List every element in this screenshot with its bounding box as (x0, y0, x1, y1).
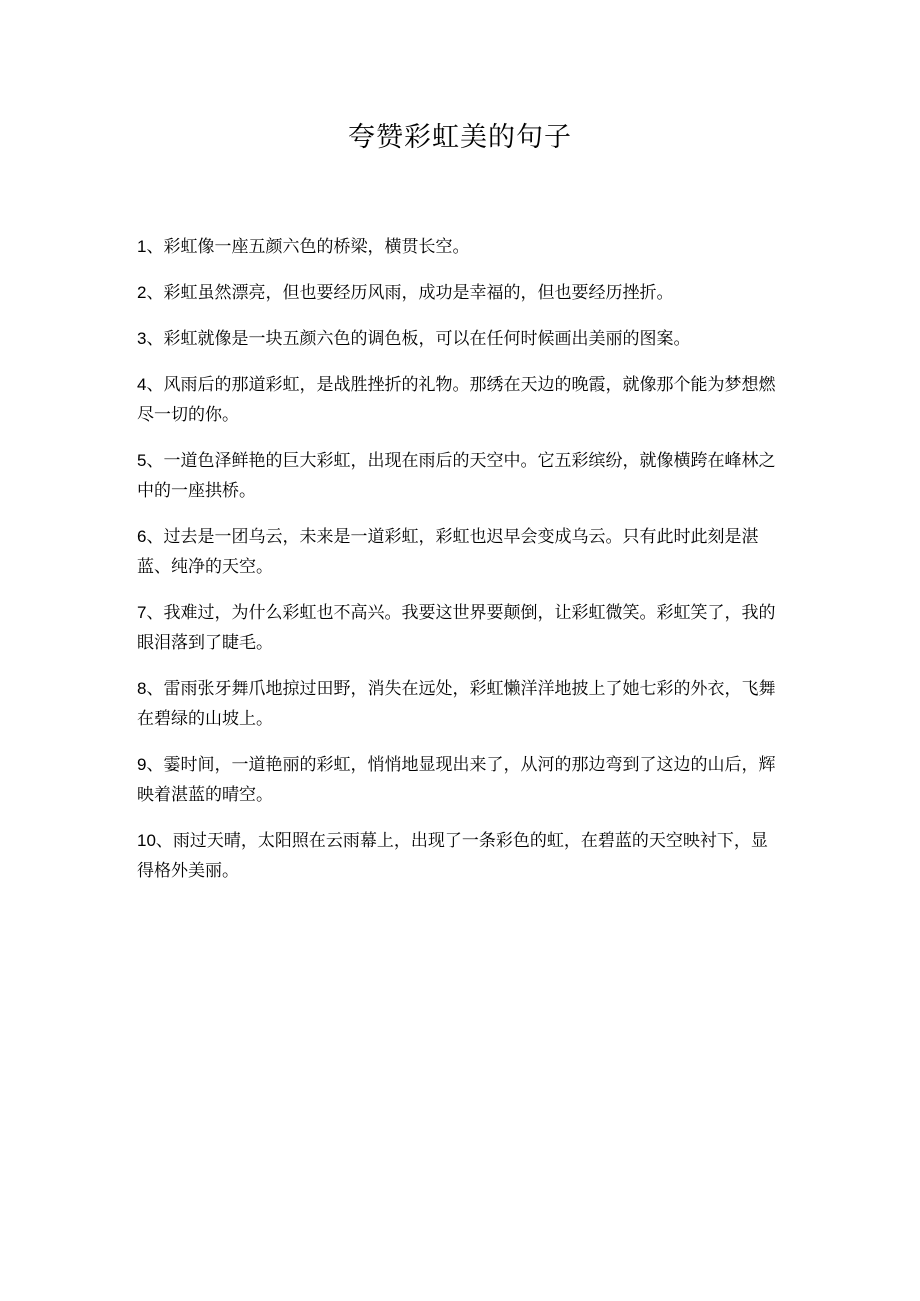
item-number: 3 (137, 329, 147, 348)
item-text: 、雨过天晴，太阳照在云雨幕上，出现了一条彩色的虹，在碧蓝的天空映衬下，显得格外美丽。 (137, 831, 768, 881)
item-text: 、彩虹虽然漂亮，但也要经历风雨，成功是幸福的，但也要经历挫折。 (146, 283, 674, 303)
item-number: 1 (137, 237, 147, 256)
list-item (137, 446, 782, 506)
page-title: 夸赞彩虹美的句子 (348, 122, 572, 153)
item-text: 、雷雨张牙舞爪地掠过田野，消失在远处，彩虹懒洋洋地披上了她七彩的外衣，飞舞在碧绿的山坡上。 (137, 679, 776, 729)
list-item (137, 750, 782, 810)
item-number: 5 (137, 451, 147, 470)
list-item (137, 522, 782, 582)
item-text: 、我难过，为什么彩虹也不高兴。我要这世界要颠倒，让彩虹微笑。彩虹笑了，我的眼泪落到了睫毛。 (137, 603, 776, 653)
item-text: 、彩虹像一座五颜六色的桥梁，横贯长空。 (146, 237, 470, 257)
list-item (137, 324, 782, 354)
list-item (137, 278, 782, 308)
item-text: 、一道色泽鲜艳的巨大彩虹，出现在雨后的天空中。它五彩缤纷，就像横跨在峰林之中的一座拱桥。 (137, 451, 776, 501)
item-text: 、彩虹就像是一块五颜六色的调色板，可以在任何时候画出美丽的图案。 (146, 329, 691, 349)
list-item (137, 370, 782, 430)
list-item (137, 674, 782, 734)
item-number: 9 (137, 755, 147, 774)
list-item (137, 232, 782, 262)
item-number: 7 (137, 603, 147, 622)
item-number: 10 (137, 831, 156, 850)
item-text: 、风雨后的那道彩虹，是战胜挫折的礼物。那绣在天边的晚霞，就像那个能为梦想燃尽一切的你。 (137, 375, 776, 425)
list-item (137, 598, 782, 658)
item-number: 4 (137, 375, 147, 394)
item-text: 、过去是一团乌云，未来是一道彩虹，彩虹也迟早会变成乌云。只有此时此刻是湛蓝、纯净的天空。 (137, 527, 759, 577)
item-text: 、霎时间，一道艳丽的彩虹，悄悄地显现出来了，从河的那边弯到了这边的山后，辉映着湛蓝的晴空。 (137, 755, 776, 805)
list-item (137, 826, 782, 886)
item-number: 2 (137, 283, 147, 302)
item-number: 8 (137, 679, 147, 698)
sentence-list (137, 232, 782, 902)
item-number: 6 (137, 527, 147, 546)
